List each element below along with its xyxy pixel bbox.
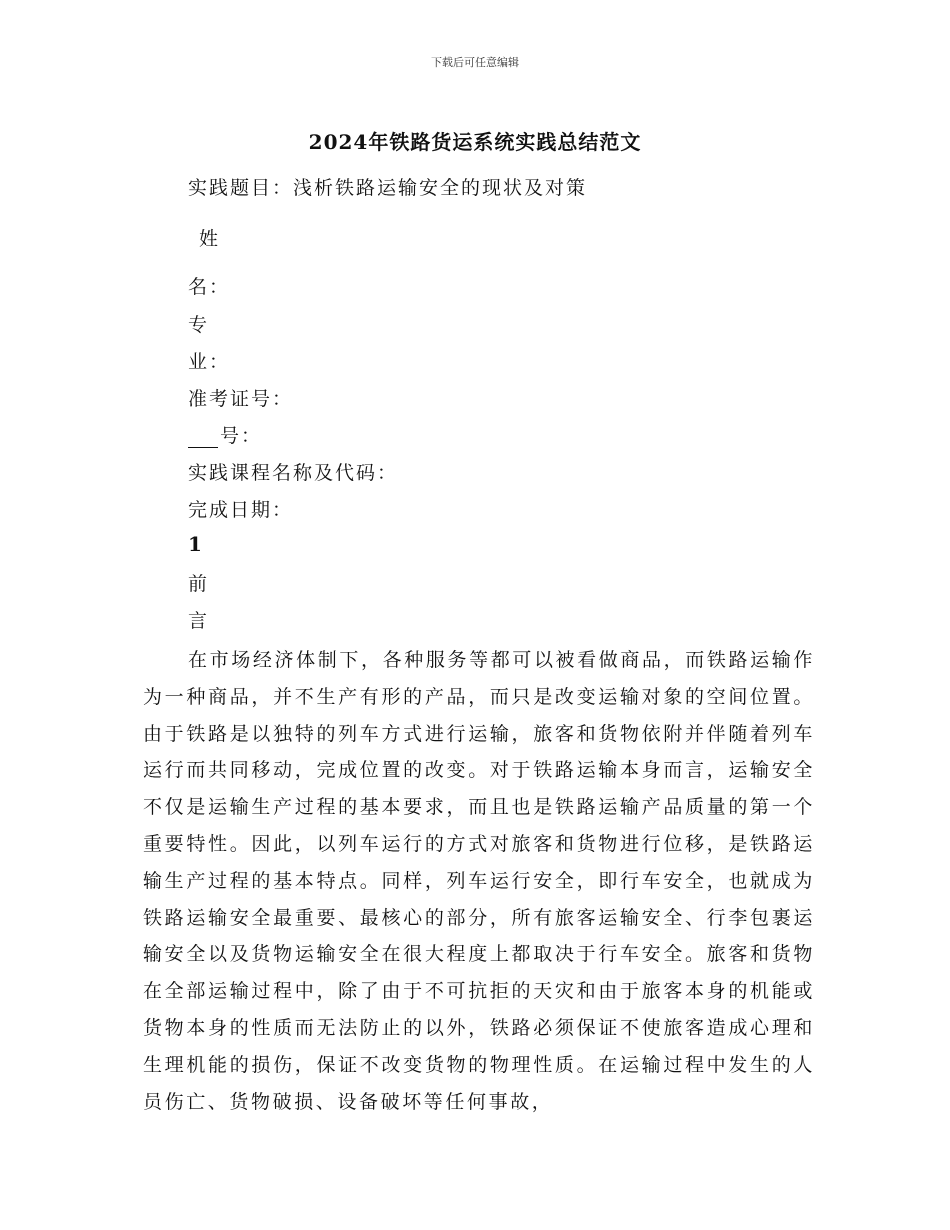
- document-title: 2024年铁路货运系统实践总结范文: [308, 130, 642, 154]
- section-heading-char1: 前: [188, 573, 210, 595]
- field-topic: 实践题目：浅析铁路运输安全的现状及对策: [188, 177, 588, 199]
- section-heading-char2: 言: [188, 610, 210, 632]
- field-number-label: 号：: [220, 425, 263, 447]
- blank-underline: [188, 429, 218, 448]
- field-name-char1: 姓: [199, 228, 221, 250]
- body-paragraph: 在市场经济体制下，各种服务等都可以被看做商品，而铁路运输作为一种商品，并不生产有形的产品，而只是改变运输对象的空间位置。由于铁路是以独特的列车方式进行运输，旅客和货物依附并伴随着列车运行而共同移动，完成位置的改变。对于铁路运输本身而言，运输安全不仅是运输生产过程的基本要求，而且也是铁路运输产品质量的第一个重要特性。因此，以列车运行的方式对旅客和货物进行位移，是铁路运输生产过程的基本特点。同样，列车运行安全，即行车安全，也就成为铁路运输安全最重要、最核心的部分，所有旅客运输安全、行李包裹运输安全以及货物运输安全在很大程度上都取决于行车安全。旅客和货物在全部运输过程中，除了由于不可抗拒的天灾和由于旅客本身的机能或货物本身的性质而无法防止的以外，铁路必须保证不使旅客造成心理和生理机能的损伤，保证不改变货物的物理性质。在运输过程中发生的人员伤亡、货物破损、设备破坏等任何事故，: [143, 649, 815, 1113]
- field-major-char1: 专: [188, 314, 210, 336]
- field-exam-number: 准考证号：: [188, 388, 294, 410]
- section-number: 1: [188, 532, 204, 556]
- field-name-char2: 名：: [188, 276, 231, 298]
- field-major-char2: 业：: [188, 351, 231, 373]
- field-course: 实践课程名称及代码：: [188, 462, 399, 484]
- header-note: 下载后可任意编辑: [431, 56, 519, 69]
- field-date: 完成日期：: [188, 499, 294, 521]
- field-number: [188, 421, 262, 448]
